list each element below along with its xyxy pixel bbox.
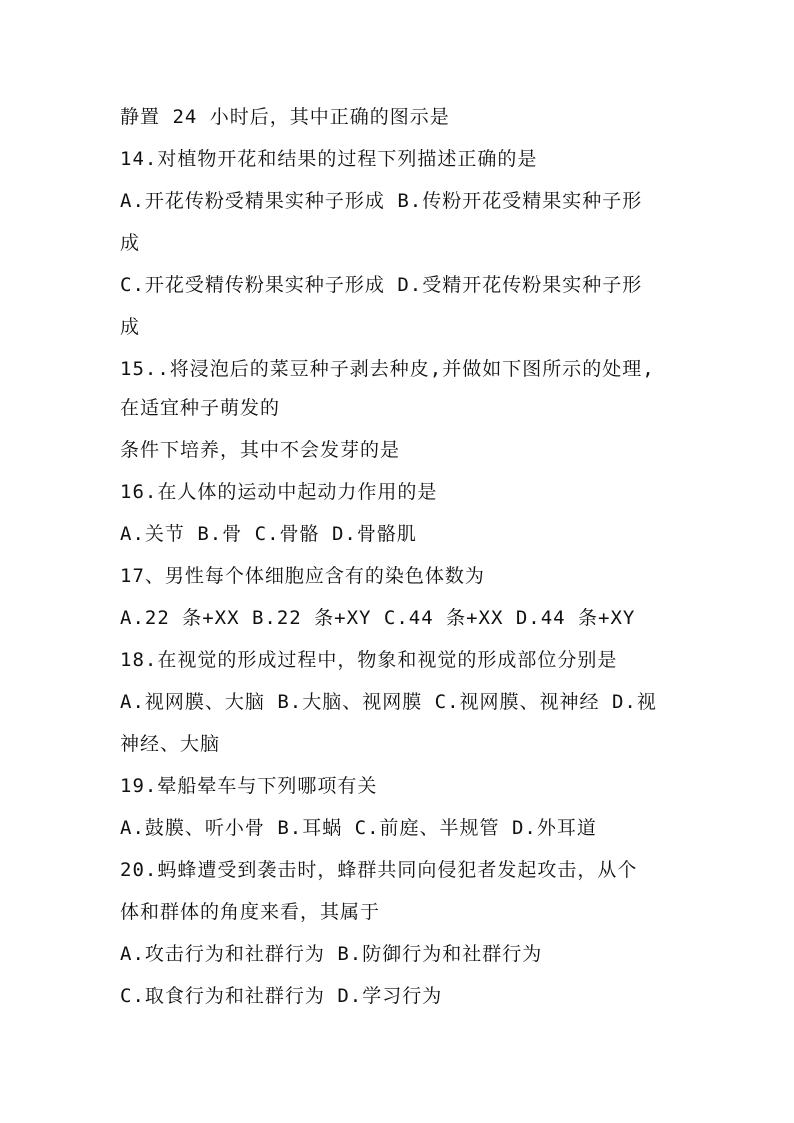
question-14-options-line-4: 成 (120, 316, 141, 338)
question-20-line-1: 20.蚂蜂遭受到袭击时，蜂群共同向侵犯者发起攻击，从个 (120, 859, 638, 881)
question-15-line-2: 在适宜种子萌发的 (120, 397, 281, 419)
question-17: 17、男性每个体细胞应含有的染色体数为 (120, 565, 485, 587)
question-18-options-line-2: 神经、大脑 (120, 733, 221, 755)
question-14-options-line-3: C.开花受精传粉果实种子形成 D.受精开花传粉果实种子形 (120, 274, 643, 296)
question-19-options: A.鼓膜、听小骨 B.耳蜗 C.前庭、半规管 D.外耳道 (120, 817, 597, 839)
question-20-options-line-1: A.攻击行为和社群行为 B.防御行为和社群行为 (120, 943, 543, 965)
question-15-line-3: 条件下培养，其中不会发芽的是 (120, 439, 401, 461)
question-18-options-line-1: A.视网膜、大脑 B.大脑、视网膜 C.视网膜、视神经 D.视 (120, 691, 657, 713)
question-14: 14.对植物开花和结果的过程下列描述正确的是 (120, 148, 538, 170)
question-14-options-line-1: A.开花传粉受精果实种子形成 B.传粉开花受精果实种子形 (120, 190, 643, 212)
question-16-options: A.关节 B.骨 C.骨骼 D.骨骼肌 (120, 523, 417, 545)
question-17-options: A.22 条+XX B.22 条+XY C.44 条+XX D.44 条+XY (120, 607, 636, 629)
question-20-line-2: 体和群体的角度来看，其属于 (120, 901, 381, 923)
question-16: 16.在人体的运动中起动力作用的是 (120, 481, 438, 503)
question-18: 18.在视觉的形成过程中，物象和视觉的形成部位分别是 (120, 649, 618, 671)
question-20-options-line-2: C.取食行为和社群行为 D.学习行为 (120, 985, 443, 1007)
question-15-line-1: 15..将浸泡后的菜豆种子剥去种皮,并做如下图所示的处理, (120, 358, 655, 380)
text-line-intro: 静置 24 小时后，其中正确的图示是 (120, 106, 450, 128)
question-14-options-line-2: 成 (120, 232, 141, 254)
question-19: 19.晕船晕车与下列哪项有关 (120, 775, 378, 797)
